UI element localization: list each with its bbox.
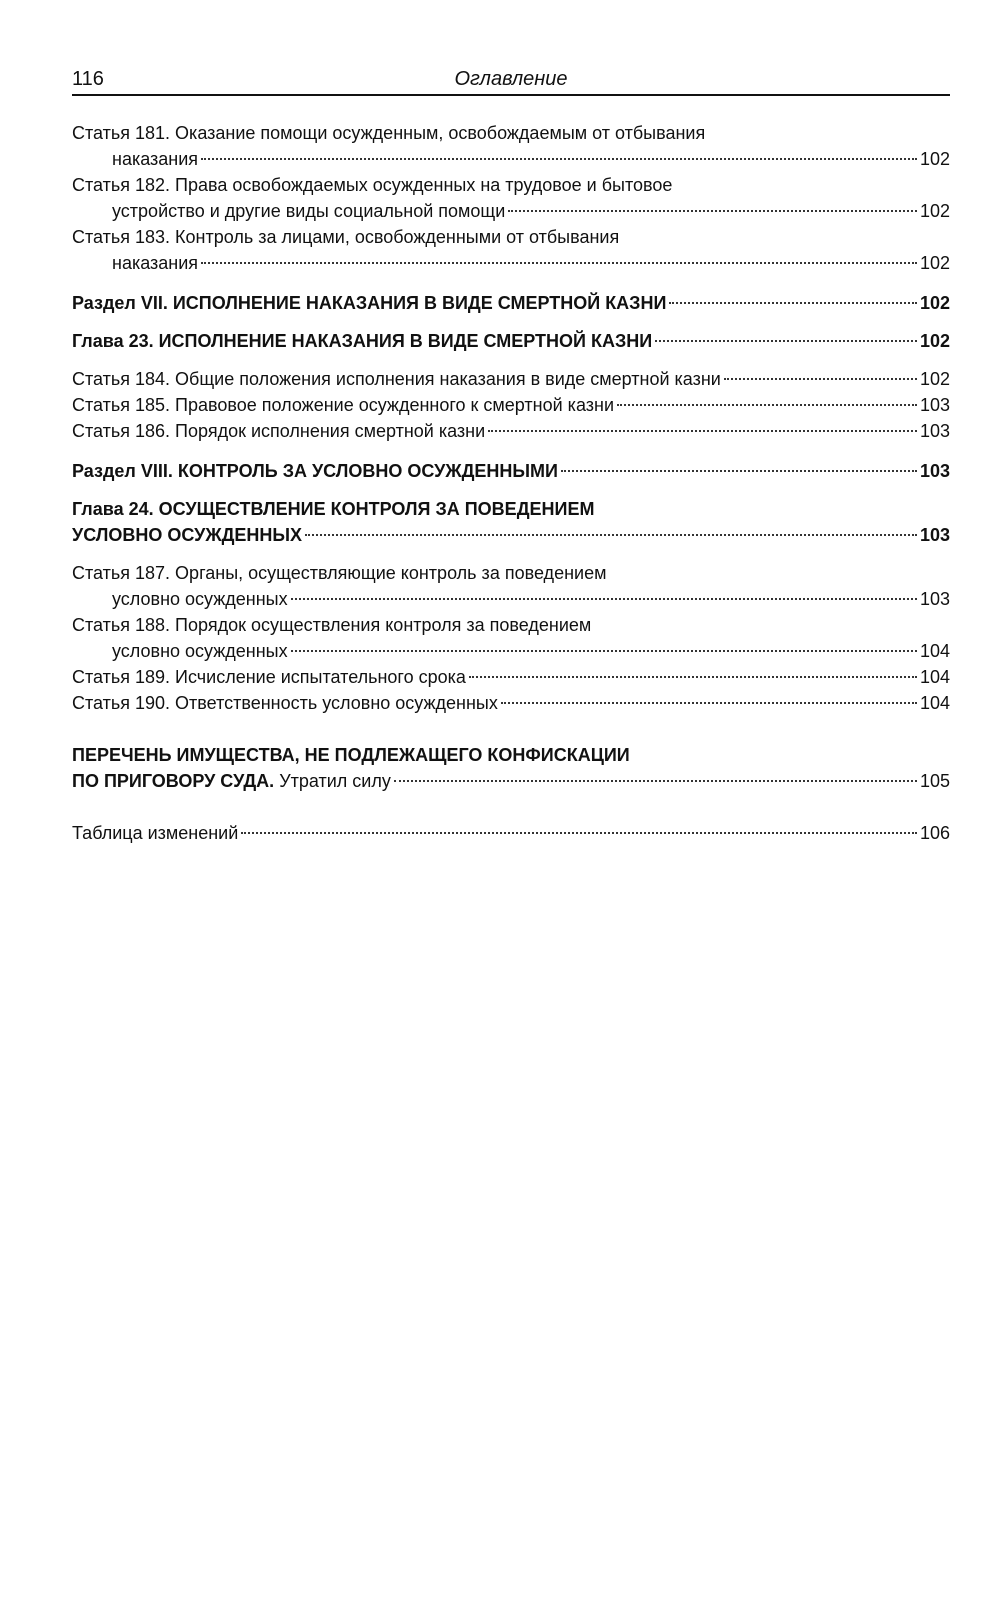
entry-title-continued: условно осужденных — [112, 589, 288, 609]
entry-page: 104 — [919, 693, 950, 713]
entry-title: Статья 189. Исчисление испытательного срока — [72, 667, 466, 687]
entry-title: Статья 182. Права освобождаемых осужденных на трудовое и бытовое — [72, 175, 673, 195]
entry-page: 104 — [919, 641, 950, 661]
toc-entry-section-viii[interactable] — [72, 458, 950, 484]
entry-page: 103 — [919, 421, 950, 441]
entry-title-continued: наказания — [112, 149, 199, 169]
entry-page: 105 — [919, 771, 950, 791]
entry-title: Статья 181. Оказание помощи осужденным, освобождаемым от отбывания — [72, 123, 706, 143]
entry-page: 103 — [919, 461, 950, 481]
leader-dots — [201, 262, 917, 264]
entry-page: 102 — [919, 201, 950, 221]
entry-page: 102 — [919, 253, 950, 273]
toc-entry-section-vii[interactable] — [72, 290, 950, 316]
leader-dots — [394, 780, 917, 782]
entry-title: Статья 185. Правовое положение осужденного к смертной казни — [72, 395, 615, 415]
table-of-contents — [72, 120, 950, 846]
page-header — [72, 68, 950, 96]
entry-title: Статья 187. Органы, осуществляющие контроль за поведением — [72, 563, 607, 583]
leader-dots — [655, 340, 917, 342]
entry-title-continued: устройство и другие виды социальной помощи — [112, 201, 506, 221]
entry-title: Статья 184. Общие положения исполнения наказания в виде смертной казни — [72, 369, 721, 389]
entry-status-note: Утратил силу — [274, 771, 391, 791]
toc-entry-article-189[interactable] — [72, 664, 950, 690]
leader-dots — [291, 650, 917, 652]
leader-dots — [305, 534, 917, 536]
leader-dots — [724, 378, 917, 380]
entry-title: Глава 23. ИСПОЛНЕНИЕ НАКАЗАНИЯ В ВИДЕ СМЕРТНОЙ КАЗНИ — [72, 331, 653, 351]
entry-title: Таблица изменений — [72, 823, 239, 843]
entry-title: Раздел VIII. КОНТРОЛЬ ЗА УСЛОВНО ОСУЖДЕННЫМИ — [72, 461, 558, 481]
page-number: 116 — [72, 68, 104, 90]
leader-dots — [469, 676, 917, 678]
entry-page: 106 — [919, 823, 950, 843]
toc-entry-property-list[interactable] — [72, 742, 950, 794]
leader-dots — [291, 598, 917, 600]
entry-title: Глава 24. ОСУЩЕСТВЛЕНИЕ КОНТРОЛЯ ЗА ПОВЕДЕНИЕМ — [72, 499, 595, 519]
entry-title: Статья 188. Порядок осуществления контроля за поведением — [72, 615, 592, 635]
toc-entry-article-190[interactable] — [72, 690, 950, 716]
entry-page: 103 — [919, 395, 950, 415]
entry-title: ПЕРЕЧЕНЬ ИМУЩЕСТВА, НЕ ПОДЛЕЖАЩЕГО КОНФИСКАЦИИ — [72, 745, 630, 765]
leader-dots — [501, 702, 917, 704]
toc-entry-article-184[interactable] — [72, 366, 950, 392]
entry-page: 104 — [919, 667, 950, 687]
entry-title-continued: условно осужденных — [112, 641, 288, 661]
toc-entry-changes-table[interactable] — [72, 820, 950, 846]
entry-title-continued: наказания — [112, 253, 199, 273]
toc-entry-article-188[interactable] — [72, 612, 950, 664]
entry-title: Раздел VII. ИСПОЛНЕНИЕ НАКАЗАНИЯ В ВИДЕ СМЕРТНОЙ КАЗНИ — [72, 293, 667, 313]
leader-dots — [508, 210, 917, 212]
entry-title-continued: ПО ПРИГОВОРУ СУДА. — [72, 771, 275, 791]
leader-dots — [241, 832, 917, 834]
entry-title-continued: УСЛОВНО ОСУЖДЕННЫХ — [72, 525, 303, 545]
entry-page: 102 — [919, 293, 950, 313]
entry-title: Статья 186. Порядок исполнения смертной казни — [72, 421, 486, 441]
toc-entry-article-182[interactable] — [72, 172, 950, 224]
entry-page: 103 — [919, 525, 950, 545]
leader-dots — [617, 404, 917, 406]
entry-page: 102 — [919, 149, 950, 169]
toc-page — [72, 68, 950, 846]
leader-dots — [561, 470, 917, 472]
toc-entry-chapter-23[interactable] — [72, 328, 950, 354]
leader-dots — [669, 302, 917, 304]
entry-page: 102 — [919, 369, 950, 389]
toc-entry-article-183[interactable] — [72, 224, 950, 276]
toc-entry-article-185[interactable] — [72, 392, 950, 418]
leader-dots — [201, 158, 917, 160]
leader-dots — [488, 430, 917, 432]
toc-entry-article-181[interactable] — [72, 120, 950, 172]
page-title: Оглавление — [454, 68, 568, 90]
toc-entry-chapter-24[interactable] — [72, 496, 950, 548]
entry-title: Статья 183. Контроль за лицами, освобожденными от отбывания — [72, 227, 620, 247]
entry-page: 103 — [919, 589, 950, 609]
toc-entry-article-187[interactable] — [72, 560, 950, 612]
toc-entry-article-186[interactable] — [72, 418, 950, 444]
entry-page: 102 — [919, 331, 950, 351]
entry-title: Статья 190. Ответственность условно осужденных — [72, 693, 498, 713]
